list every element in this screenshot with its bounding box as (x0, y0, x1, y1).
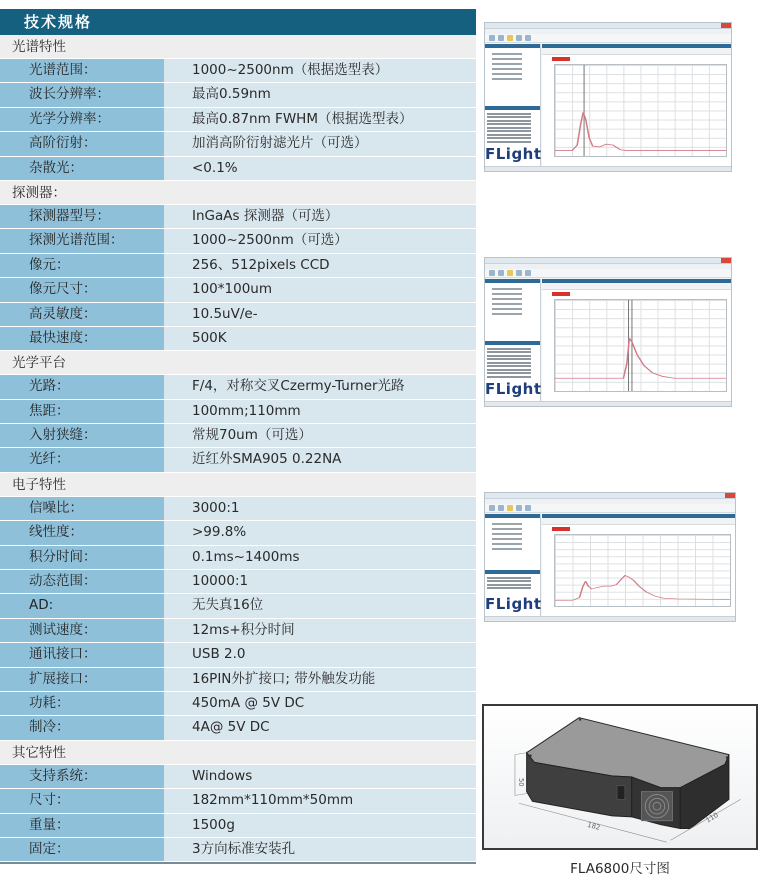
spec-value: 最高0.59nm (164, 83, 476, 106)
spec-value: 256、512pixels CCD (164, 254, 476, 277)
dim-length-label: 182 (586, 820, 602, 832)
fan-icon (641, 792, 672, 821)
left-pane (485, 514, 541, 616)
left-pane (485, 44, 541, 166)
spec-row (0, 375, 476, 399)
spec-row (0, 716, 476, 740)
spec-label: 扩展接口： (0, 668, 164, 691)
spec-label: 功耗： (0, 692, 164, 715)
spec-row (0, 448, 476, 472)
folder-icon (507, 270, 513, 276)
section-title-detector: 探测器： (0, 181, 476, 205)
section-title-spectral: 光谱特性 (0, 35, 476, 59)
spectrum-plot (554, 64, 727, 157)
spec-label: 尺寸： (0, 789, 164, 812)
spec-row (0, 838, 476, 862)
toolbar-icon (516, 270, 522, 276)
spec-row (0, 619, 476, 643)
spec-value: <0.1% (164, 157, 476, 180)
spec-row (0, 108, 476, 132)
spec-value: 1000~2500nm（根据选型表） (164, 59, 476, 82)
toolbar (485, 269, 731, 278)
spec-label: 重量： (0, 814, 164, 837)
spec-value: 加消高阶衍射滤光片（可选） (164, 132, 476, 155)
dim-width-label: 110 (704, 811, 720, 825)
spec-row (0, 692, 476, 716)
spec-label: 测试速度： (0, 619, 164, 642)
spec-label: 高灵敏度： (0, 303, 164, 326)
spec-label: 探测光谱范围： (0, 229, 164, 252)
toolbar-icon (498, 505, 504, 511)
flight-logo: FLight (485, 595, 542, 613)
log-panel (485, 570, 540, 592)
toolbar-icon (498, 270, 504, 276)
spec-value: 0.1ms~1400ms (164, 546, 476, 569)
spec-value: 500K (164, 327, 476, 350)
spec-value: Windows (164, 765, 476, 788)
section-title-optical-bench: 光学平台 (0, 351, 476, 375)
spectrum-pane (542, 44, 731, 166)
spec-value: 450mA @ 5V DC (164, 692, 476, 715)
close-icon (721, 258, 731, 263)
spec-row (0, 546, 476, 570)
spec-row (0, 278, 476, 302)
spec-value: 100mm;110mm (164, 400, 476, 423)
spec-label: 光路： (0, 375, 164, 398)
spec-table-title: 技术规格 (0, 9, 476, 35)
spec-row (0, 400, 476, 424)
options-bar (542, 48, 731, 55)
software-screenshot-1 (484, 22, 732, 172)
spec-label: 积分时间： (0, 546, 164, 569)
status-bar (485, 166, 731, 171)
spec-label: 杂散光： (0, 157, 164, 180)
spec-value: 3方向标准安装孔 (164, 838, 476, 861)
spec-label: 高阶衍射： (0, 132, 164, 155)
spec-label: 动态范围： (0, 570, 164, 593)
spectrum-pane (542, 514, 735, 616)
power-switch-icon (617, 786, 625, 800)
spec-value: 最高0.87nm FWHM（根据选型表） (164, 108, 476, 131)
spectrum-curve (555, 65, 726, 156)
spec-value: 1500g (164, 814, 476, 837)
toolbar-icon (525, 270, 531, 276)
spec-value: 100*100um (164, 278, 476, 301)
spec-value: USB 2.0 (164, 643, 476, 666)
spec-value: 10000:1 (164, 570, 476, 593)
toolbar (485, 504, 735, 513)
spectrum-plot (554, 534, 731, 607)
status-badge (552, 57, 570, 61)
spec-label: 线性度： (0, 521, 164, 544)
spec-label: 光学分辨率： (0, 108, 164, 131)
spec-row (0, 497, 476, 521)
spec-label: 通讯接口： (0, 643, 164, 666)
close-icon (725, 493, 735, 498)
spec-label: 信噪比： (0, 497, 164, 520)
spec-row (0, 570, 476, 594)
spec-label: 探测器型号： (0, 205, 164, 228)
spectrum-curve (555, 535, 730, 606)
device-tree (485, 48, 540, 106)
spec-value: F/4，对称交叉Czermy-Turner光路 (164, 375, 476, 398)
device-tree (485, 518, 540, 570)
spec-row (0, 229, 476, 253)
spec-value: 常规70um（可选） (164, 424, 476, 447)
drawing-caption: FLA6800尺寸图 (570, 861, 670, 877)
device-tree (485, 283, 540, 341)
log-panel (485, 341, 540, 381)
spec-value: InGaAs 探测器（可选） (164, 205, 476, 228)
toolbar-icon (516, 505, 522, 511)
dim-height-label: 50 (516, 777, 525, 787)
toolbar-icon (525, 505, 531, 511)
spec-row (0, 205, 476, 229)
options-bar (542, 518, 735, 525)
status-bar (485, 401, 731, 406)
spec-value: 近红外SMA905 0.22NA (164, 448, 476, 471)
spec-label: 支持系统： (0, 765, 164, 788)
spec-row (0, 521, 476, 545)
spec-value: >99.8% (164, 521, 476, 544)
spec-row (0, 59, 476, 83)
spec-label: 像元： (0, 254, 164, 277)
spec-row (0, 327, 476, 351)
spec-label: 固定： (0, 838, 164, 861)
spec-label: AD: (0, 594, 164, 617)
table-bottom-rule (0, 862, 476, 864)
device-3d-drawing (484, 706, 756, 848)
spectrum-curve (555, 300, 726, 391)
spec-label: 最快速度： (0, 327, 164, 350)
dimension-drawing (482, 704, 758, 850)
spec-row (0, 668, 476, 692)
status-badge (552, 292, 570, 296)
software-screenshot-2 (484, 257, 732, 407)
spec-value: 1000~2500nm（可选） (164, 229, 476, 252)
spec-row (0, 789, 476, 813)
spec-value: 无失真16位 (164, 594, 476, 617)
spec-value: 16PIN外扩接口; 带外触发功能 (164, 668, 476, 691)
spec-label: 制冷： (0, 716, 164, 739)
spec-row (0, 424, 476, 448)
spec-label: 光纤： (0, 448, 164, 471)
toolbar-icon (489, 270, 495, 276)
spec-label: 波长分辨率： (0, 83, 164, 106)
section-title-other: 其它特性 (0, 741, 476, 765)
spec-row (0, 303, 476, 327)
options-bar (542, 283, 731, 290)
section-title-electronics: 电子特性 (0, 473, 476, 497)
close-icon (721, 23, 731, 28)
folder-icon (507, 35, 513, 41)
spec-label: 焦距： (0, 400, 164, 423)
spec-label: 光谱范围： (0, 59, 164, 82)
spec-row (0, 83, 476, 107)
spec-table (0, 9, 476, 864)
status-badge (552, 527, 570, 531)
toolbar-icon (489, 505, 495, 511)
flight-logo: FLight (485, 145, 542, 163)
software-screenshot-3 (484, 492, 736, 622)
spec-label: 入射狭缝： (0, 424, 164, 447)
spec-value: 3000:1 (164, 497, 476, 520)
left-pane (485, 279, 541, 401)
spec-value: 182mm*110mm*50mm (164, 789, 476, 812)
toolbar-icon (498, 35, 504, 41)
toolbar-icon (525, 35, 531, 41)
spectrum-pane (542, 279, 731, 401)
spectrum-plot (554, 299, 727, 392)
spec-row (0, 594, 476, 618)
spec-row (0, 765, 476, 789)
toolbar-icon (516, 35, 522, 41)
spec-row (0, 254, 476, 278)
spec-row (0, 157, 476, 181)
spec-value: 10.5uV/e- (164, 303, 476, 326)
folder-icon (507, 505, 513, 511)
spec-row (0, 643, 476, 667)
spec-row (0, 814, 476, 838)
spec-value: 4A@ 5V DC (164, 716, 476, 739)
flight-logo: FLight (485, 380, 542, 398)
spec-value: 12ms+积分时间 (164, 619, 476, 642)
status-bar (485, 616, 735, 621)
toolbar-icon (489, 35, 495, 41)
spec-row (0, 132, 476, 156)
spec-label: 像元尺寸： (0, 278, 164, 301)
log-panel (485, 106, 540, 146)
toolbar (485, 34, 731, 43)
